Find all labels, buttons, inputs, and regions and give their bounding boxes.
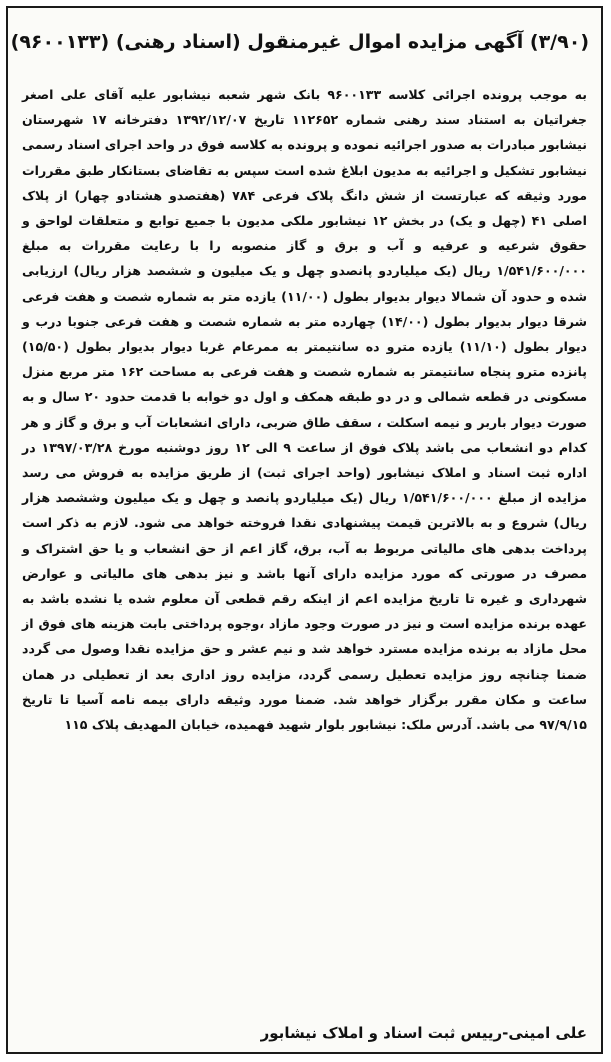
notice-signature: علی امینی-رییس ثبت اسناد و املاک نیشابور — [260, 1024, 587, 1042]
notice-frame — [6, 6, 603, 1054]
notice-title: (۳/۹۰) آگهی مزایده اموال غیرمنقول (اسناد رهنی) (۹۶۰۰۱۳۳) — [10, 31, 589, 53]
notice-body-text: به موجب پرونده اجرائی کلاسه ۹۶۰۰۱۳۳ بانک شهر شعبه نیشابور علیه آقای علی اصغر جغراتیان به استناد سند رهنی شماره ۱۱۲۶۵۲ تاریخ ۱۳۹۲/۱۲/۰۷ دفترخانه ۱۷ شهرستان نیشابور مبادرات به صدور اجرائیه نموده و پرونده به کلاسه فوق در واحد اجرای اسناد رسمی نیشابور تشکیل و اجرائیه به مدیون ابلاغ شده است سپس به تقاضای بستانکار طبق مقررات مورد وثیقه که عبارتست از شش دانگ پلاک فرعی ۷۸۴ (هفتصدو هشتادو چهار) از پلاک اصلی ۴۱ (چهل و یک) در بخش ۱۲ نیشابور ملکی مدیون با جمیع توابع و متعلقات لواحق و حقوق شرعیه و عرفیه و آب و برق و گاز منصوبه را با رعایت مقررات به مبلغ ۱/۵۴۱/۶۰۰/۰۰۰ ریال (یک میلیاردو پانصدو چهل و یک میلیون و ششصد هزار ریال) ارزیابی شده و حدود آن شمالا دیوار بدیوار بطول (۱۱/۰۰) یازده متر به شماره شصت و هفت فرعی شرقا دیوار بدیوار بطول (۱۴/۰۰) چهارده متر به شماره شصت و هفت فرعی جنوبا درب و دیوار بطول (۱۱/۱۰) یازده مترو ده سانتیمتر به ممرعام غربا دیوار بدیوار بطول (۱۵/۵۰) پانزده مترو پنجاه سانتیمتر به شماره شصت و هفت فرعی به مساحت ۱۶۲ متر مربع منزل مسکونی در قطعه شمالی و در دو طبقه همکف و اول دو خوابه با قدمت حدود ۲۰ سال و به صورت دیوار باربر و نیمه اسکلت ، سقف طاق ضربی، دارای انشعابات آب و برق و گاز و هر کدام دو انشعاب می باشد پلاک فوق از ساعت ۹ الی ۱۲ روز دوشنبه مورخ ۱۳۹۷/۰۳/۲۸ در اداره ثبت اسناد و املاک نیشابور (واحد اجرای ثبت) از طریق مزایده به فروش می رسد مزایده از مبلغ ۱/۵۴۱/۶۰۰/۰۰۰ ریال (یک میلیاردو پانصد و چهل و یک میلیون وششصد هزار ریال) شروع و به بالاترین قیمت پیشنهادی نقدا فروخته خواهد می شود. لازم به ذکر است پرداخت بدهی های مالیاتی مربوط به آب، برق، گاز اعم از حق انشعاب و یا حق اشتراک و مصرف در صورتی که مورد مزایده دارای آنها باشد و نیز بدهی های مالیاتی و عوارض شهرداری و غیره تا تاریخ مزایده اعم از اینکه رقم قطعی آن معلوم شده یا نشده باشد به عهده برنده مزایده است و نیز در صورت وجود مازاد ،وجوه پرداختی بابت هزینه های فوق از محل مازاد به برنده مزایده مسترد خواهد شد و نیم عشر و حق مزایده نقدا وصول می گردد ضمنا چنانچه روز مزایده تعطیل رسمی گردد، مزایده روز اداری بعد از تعطیلی در همان ساعت و مکان مقرر برگزار خواهد شد. ضمنا مورد وثیقه دارای بیمه نامه آسیا تا تاریخ ۹۷/۹/۱۵ می باشد. آدرس ملک: نیشابور بلوار شهید فهمیده، خیابان المهدیف پلاک ۱۱۵ — [22, 87, 588, 733]
notice-body — [22, 82, 587, 988]
